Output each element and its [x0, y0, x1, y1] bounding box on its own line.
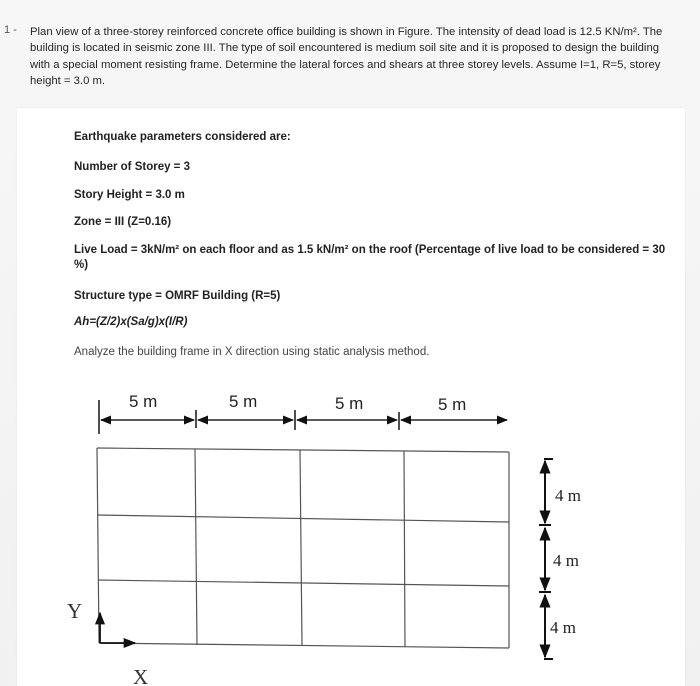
grid-line-h1	[97, 515, 509, 522]
axis-indicator	[100, 613, 135, 643]
x-span-label: 5 m	[129, 392, 158, 411]
param-structure-type: Structure type = OMRF Building (R=5)	[74, 290, 281, 302]
param-live-load: Live Load = 3kN/m² on each floor and as 1.5 kN/m² on the roof (Percentage of live load to be considered = 30 %)	[74, 244, 666, 271]
param-formula: Ah=(Z/2)x(Sa/g)x(I/R)	[74, 316, 188, 328]
grid-line-top	[97, 448, 509, 452]
y-span-labels	[550, 486, 581, 637]
y-span-label: 4 m	[550, 618, 576, 637]
grid-line-v1	[195, 449, 197, 645]
param-zone: Zone = III (Z=0.16)	[74, 216, 172, 228]
grid-line-v3	[404, 451, 405, 647]
y-span-label: 4 m	[553, 551, 579, 570]
grid-line-h2	[98, 580, 509, 586]
x-span-labels	[129, 392, 466, 414]
y-span-label: 4 m	[555, 486, 581, 505]
question-number: 1 -	[4, 24, 17, 36]
y-axis-label: Y	[67, 599, 83, 623]
question-intro: Plan view of a three-storey reinforced concrete office building is shown in Figure. The intensity of dead load is 12.5 KN/m². The building is located in seismic zone III. The type of soil encountered is medium soil site and it is proposed to design the building with a special moment resisting frame. Determine the lateral forces and shears at three storey levels. Assume I=1, R=5, storey height = 3.0 m.	[30, 26, 663, 88]
grid-line-bottom	[99, 643, 509, 648]
figure-card	[17, 108, 685, 686]
x-span-label: 5 m	[229, 392, 258, 411]
grid-line-left	[97, 448, 99, 643]
plan-grid	[97, 448, 509, 648]
param-story-height: Story Height = 3.0 m	[74, 189, 185, 201]
x-axis-label: X	[133, 665, 149, 686]
x-span-label: 5 m	[335, 394, 364, 413]
analysis-instruction: Analyze the building frame in X direction using static analysis method.	[74, 346, 430, 358]
param-number-of-storey: Number of Storey = 3	[74, 161, 190, 173]
parameters-heading: Earthquake parameters considered are:	[74, 131, 291, 143]
x-span-label: 5 m	[438, 395, 467, 414]
grid-line-v2	[300, 450, 302, 646]
plan-view-figure	[17, 108, 685, 686]
